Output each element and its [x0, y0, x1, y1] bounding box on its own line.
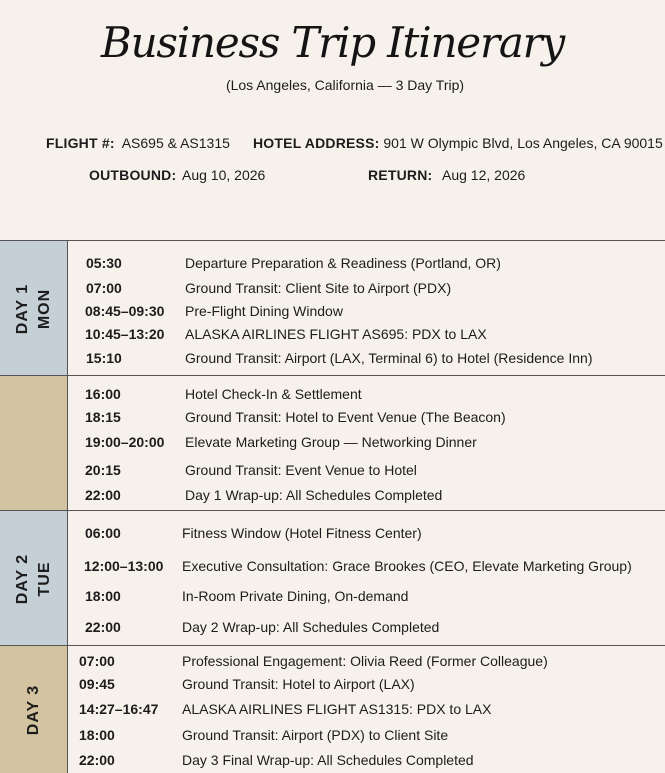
- event-description: Day 3 Final Wrap-up: All Schedules Completed: [182, 752, 474, 768]
- event-description: Ground Transit: Hotel to Airport (LAX): [182, 676, 415, 692]
- event-time: 22:00: [85, 619, 121, 635]
- event-description: Fitness Window (Hotel Fitness Center): [182, 525, 422, 541]
- return-label: RETURN:: [368, 167, 433, 183]
- page-subtitle: (Los Angeles, California — 3 Day Trip): [225, 77, 465, 93]
- hotel-address-value: 901 W Olympic Blvd, Los Angeles, CA 90015: [383, 135, 663, 151]
- day-3-section: [0, 645, 665, 773]
- event-description: Elevate Marketing Group — Networking Dinner: [185, 434, 477, 450]
- event-description: ALASKA AIRLINES FLIGHT AS1315: PDX to LAX: [182, 701, 492, 717]
- day-2-section: [0, 510, 665, 646]
- hotel-info: [253, 135, 663, 151]
- event-description: Departure Preparation & Readiness (Portland, OR): [185, 255, 501, 271]
- event-time: 06:00: [85, 525, 121, 541]
- event-time: 18:15: [85, 409, 121, 425]
- event-description: Ground Transit: Airport (LAX, Terminal 6) to Hotel (Residence Inn): [185, 350, 593, 366]
- event-time: 09:45: [79, 676, 115, 692]
- event-time: 08:45–09:30: [85, 303, 165, 319]
- event-time: 18:00: [85, 588, 121, 604]
- outbound-date: Aug 10, 2026: [182, 167, 266, 183]
- event-time: 22:00: [85, 487, 121, 503]
- event-time: 15:10: [86, 350, 122, 366]
- day-label: DAY 3: [24, 684, 42, 735]
- day-label: DAY 2 TUE: [13, 553, 53, 604]
- event-description: Ground Transit: Event Venue to Hotel: [185, 462, 417, 478]
- event-description: In-Room Private Dining, On-demand: [182, 588, 409, 604]
- flight-label: FLIGHT #:: [46, 135, 115, 151]
- event-description: Professional Engagement: Olivia Reed (Former Colleague): [182, 653, 548, 669]
- day-label-box: [0, 511, 68, 646]
- event-time: 20:15: [85, 462, 121, 478]
- return-info: [368, 167, 432, 183]
- event-description: Day 2 Wrap-up: All Schedules Completed: [182, 619, 440, 635]
- day-label-box: [0, 241, 68, 376]
- event-time: 05:30: [86, 255, 122, 271]
- event-time: 22:00: [79, 752, 115, 768]
- flight-numbers: AS695 & AS1315: [121, 135, 230, 151]
- flight-info: [46, 135, 230, 151]
- event-description: Pre-Flight Dining Window: [185, 303, 343, 319]
- event-description: Ground Transit: Client Site to Airport (PDX): [185, 280, 452, 296]
- page-title: Business Trip Itinerary: [100, 18, 565, 67]
- event-time: 10:45–13:20: [85, 326, 165, 342]
- event-description: ALASKA AIRLINES FLIGHT AS695: PDX to LAX: [185, 326, 487, 342]
- event-time: 07:00: [86, 280, 122, 296]
- event-description: Hotel Check-In & Settlement: [185, 386, 362, 402]
- day-1-section: [0, 240, 665, 376]
- event-description: Ground Transit: Airport (PDX) to Client Site: [182, 727, 449, 743]
- event-description: Executive Consultation: Grace Brookes (CEO, Elevate Marketing Group): [182, 558, 632, 574]
- event-time: 07:00: [79, 653, 115, 669]
- day-label-box: [0, 646, 68, 773]
- event-time: 19:00–20:00: [85, 434, 165, 450]
- day-label-box: [0, 376, 68, 511]
- event-description: Ground Transit: Hotel to Event Venue (The Beacon): [185, 409, 506, 425]
- day-label: DAY 1 MON: [13, 283, 53, 334]
- outbound-info: [89, 167, 176, 183]
- hotel-address-label: HOTEL ADDRESS:: [253, 135, 380, 151]
- event-time: 16:00: [85, 386, 121, 402]
- outbound-label: OUTBOUND:: [89, 167, 177, 183]
- event-description: Day 1 Wrap-up: All Schedules Completed: [185, 487, 443, 503]
- event-time: 12:00–13:00: [84, 558, 164, 574]
- day-1-evening-section: [0, 375, 665, 511]
- return-date: Aug 12, 2026: [442, 167, 526, 183]
- event-time: 14:27–16:47: [79, 701, 159, 717]
- event-time: 18:00: [79, 727, 115, 743]
